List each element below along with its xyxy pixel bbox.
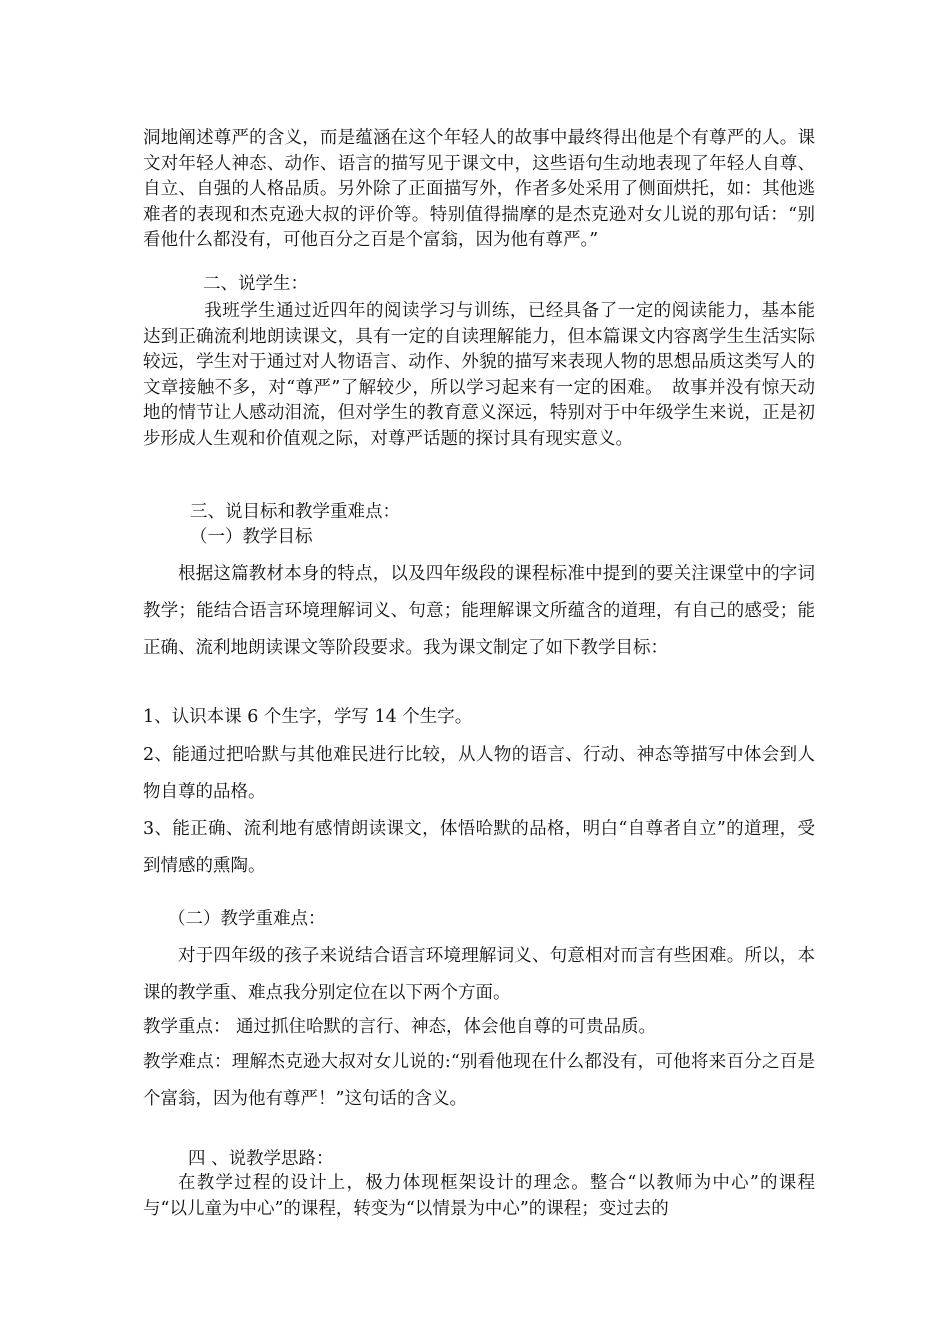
goals-intro-paragraph: 根据这篇教材本身的特点，以及四年级段的课程标准中提到的要关注课堂中的字词教学；能结合语言环境理解词义、句意；能理解课文所蕴含的道理，有自己的感受；能正确、流利地朗读课文等阶段要求。我为课文制定了如下教学目标： [143, 564, 815, 658]
section-2-heading: 二、说学生： [203, 274, 308, 294]
goal-3-block [143, 811, 815, 885]
goal-1: 1、认识本课 6 个生字，学写 14 个生字。 [143, 707, 473, 727]
difficult-point-block [143, 1044, 815, 1118]
goal-2: 2、能通过把哈默与其他难民进行比较，从人物的语言、行动、神态等描写中体会到人物自尊的品格。 [143, 745, 815, 802]
teaching-approach-block [143, 1171, 815, 1222]
goal-2-block [143, 737, 815, 811]
intro-paragraph: 洞地阐述尊严的含义，而是蕴涵在这个年轻人的故事中最终得出他是个有尊严的人。课文对年轻人神态、动作、语言的描写见于课文中，这些语句生动地表现了年轻人自尊、自立、自强的人格品质。另外除了正面描写外，作者多处采用了侧面烘托，如：其他逃难者的表现和杰克逊大叔的评价等。特别值得揣摩的是杰克逊对女儿说的那句话：“别看他什么都没有，可他百分之百是个富翁，因为他有尊严。” [143, 128, 815, 251]
intro-paragraph-block [143, 126, 815, 254]
students-paragraph-block [143, 299, 815, 453]
key-point: 教学重点： 通过抓住哈默的言行、神态，体会他自尊的可贵品质。 [143, 1017, 657, 1037]
goals-intro-block [143, 556, 815, 667]
teaching-approach-paragraph: 在教学过程的设计上，极力体现框架设计的理念。整合“以教师为中心”的课程与“以儿童为中心”的课程，转变为“以情景为中心”的课程；变过去的 [143, 1173, 815, 1219]
sub-heading-key-difficult-points: （二）教学重难点： [168, 909, 326, 929]
key-points-intro-paragraph: 对于四年级的孩子来说结合语言环境理解词义、句意相对而言有些困难。所以，本课的教学重、难点我分别定位在以下两个方面。 [143, 946, 815, 1003]
section-4-heading: 四 、说教学思路： [188, 1149, 334, 1169]
difficult-point: 教学难点：理解杰克逊大叔对女儿说的:“别看他现在什么都没有，可他将来百分之百是个富翁，因为他有尊严！”这句话的含义。 [143, 1052, 815, 1109]
goal-3: 3、能正确、流利地有感情朗读课文，体悟哈默的品格，明白“自尊者自立”的道理，受到情感的熏陶。 [143, 819, 815, 876]
sub-heading-teaching-goals: （一）教学目标 [190, 527, 313, 547]
key-points-intro-block [143, 938, 815, 1012]
students-paragraph: 我班学生通过近四年的阅读学习与训练，已经具备了一定的阅读能力，基本能达到正确流利地朗读课文，具有一定的自读理解能力，但本篇课文内容离学生生活实际较远，学生对于通过对人物语言、动作、外貌的描写来表现人物的思想品质这类写人的文章接触不多，对“尊严”了解较少，所以学习起来有一定的困难。 故事并没有惊天动地的情节让人感动泪流，但对学生的教育意义深远，特别对于中年级学生来说，正是初步形成人生观和价值观之际，对尊严话题的探讨具有现实意义。 [143, 301, 815, 449]
section-3-heading: 三、说目标和教学重难点： [190, 502, 400, 522]
